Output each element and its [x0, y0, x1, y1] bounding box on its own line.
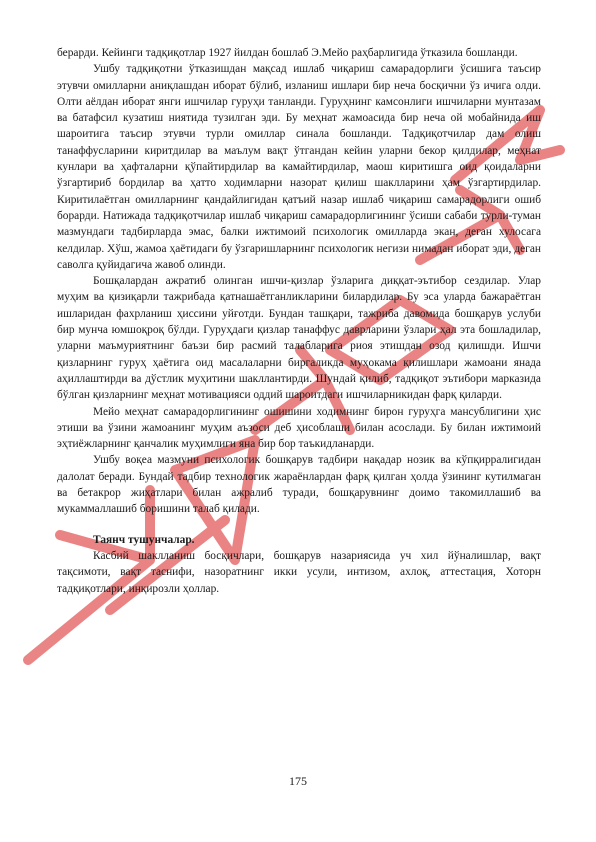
main-text [57, 45, 541, 597]
paragraph-5: Ушбу воқеа мазмуни психологик бошқарув тадбири нақадар нозик ва кўпқирралигидан далолат беради. Бундай тадбир технологик жараёнлардан фарқ қилган ҳолда ўзининг кутилмаган ва бетакрор жиҳатлари билан ажралиб туради, бошқарувнинг доимо такомиллашиб ва мукаммаллашиб боришини талаб қилади. [57, 454, 541, 516]
paragraph-4: Мейо меҳнат самарадорлигининг ошишини ходимнинг бирон гуруҳга мансублигини ҳис этиши ва ўзини жамоанинг муҳим аъзоси деб ҳисоблаши билан асослади. Бу билан ижтимоий эҳтиёжларнинг қанчалик муҳимлиги яна бир бор таъкидланарди. [57, 405, 541, 451]
paragraph-3: Бошқалардан ажратиб олинган ишчи-қизлар ўзларига диққат-эътибор сездилар. Улар муҳим ва қизиқарли тажрибада қатнашаётганликларини билардилар. Бу эса уларда бажараётган ишларидан фахрланиш ҳиссини уйғотди. Бундан ташқари, тажриба давомида бошқарув услуби бир мунча юмшоқроқ бўлди. Гуруҳдаги қизлар танаффус даврларини ўзлари ҳал эта бошладилар, уларни маъмуриятнинг баъзи бир расмий талабларига риоя этишдан озод қилишди. Ишчи қизларнинг гуруҳ ҳаётига оид масалаларни биргаликда муҳокама қилишлари жамоани янада аҳиллаштирди ва дўстлик муҳитини шакллантирди. Шундай қилиб, тадқиқот эътибори марказида бўлган қизларнинг меҳнат мотивацияси оддий шароитдаги ишчиларникидан фарқ қиларди. [57, 275, 541, 402]
paragraph-2: Ушбу тадқиқотни ўтказишдан мақсад ишлаб чиқариш самарадорлиги ўсишига таъсир этувчи омилларни аниқлашдан иборат бўлиб, изланиш ишлари бир неча босқични ўз ичига олди. Олти аёлдан иборат янги ишчилар гуруҳи танланди. Гуруҳнинг камсонлиги ишчиларни мунтазам ва батафсил кузатиш ниятида тузилган эди. Бу меҳнат жамоасида бир неча ой мобайнида иш шароитига таъсир этувчи турли омиллар синала бошланди. Тадқиқотчилар дам олиш танаффусларини киритдилар ва маълум вақт ўтгандан кейин уларни бекор қилдилар, меҳнат кунлари ва ҳафталарни қўпайтирдилар ва камайтирдилар, маош киритишга оид қоидаларни ўзгартириб бордилар ва ҳатто ходимларни назорат қилиш шаклларини ҳам ўзгартирдилар. Киритилаётган омилларнинг қандайлигидан қатъий назар ишлаб чиқариш самарадорлиги ошиб борарди. Натижада тадқиқотчилар ишлаб чиқариш самарадорлигининг ўсиши сабаби турли-туман мазмундаги тадбирларда эмас, балки ижтимоий психологик омилларда экан, деган хулосага келдилар. Хўш, жамоа ҳаётидаги бу ўзгаришларнинг психологик негизи нимадан иборат эди, деган саволга қуйидагича жавоб олинди. [57, 63, 541, 271]
keywords-heading: Таянч тушунчалар. [93, 533, 195, 546]
page-number: 175 [289, 774, 307, 788]
keywords-text: Касбий шаклланиш босқичлари, бошқарув назариясида уч хил йўналишлар, вақт тақсимоти, вақт таснифи, назоратнинг икки усули, интизом, ахлоқ, аттестация, Хоторн тадқиқотлари, инқирозли ҳоллар. [57, 549, 541, 595]
paragraph-1: берарди. Кейинги тадқиқотлар 1927 йилдан бошлаб Э.Мейо раҳбарлигида ўтказила бошланди. [57, 47, 518, 59]
